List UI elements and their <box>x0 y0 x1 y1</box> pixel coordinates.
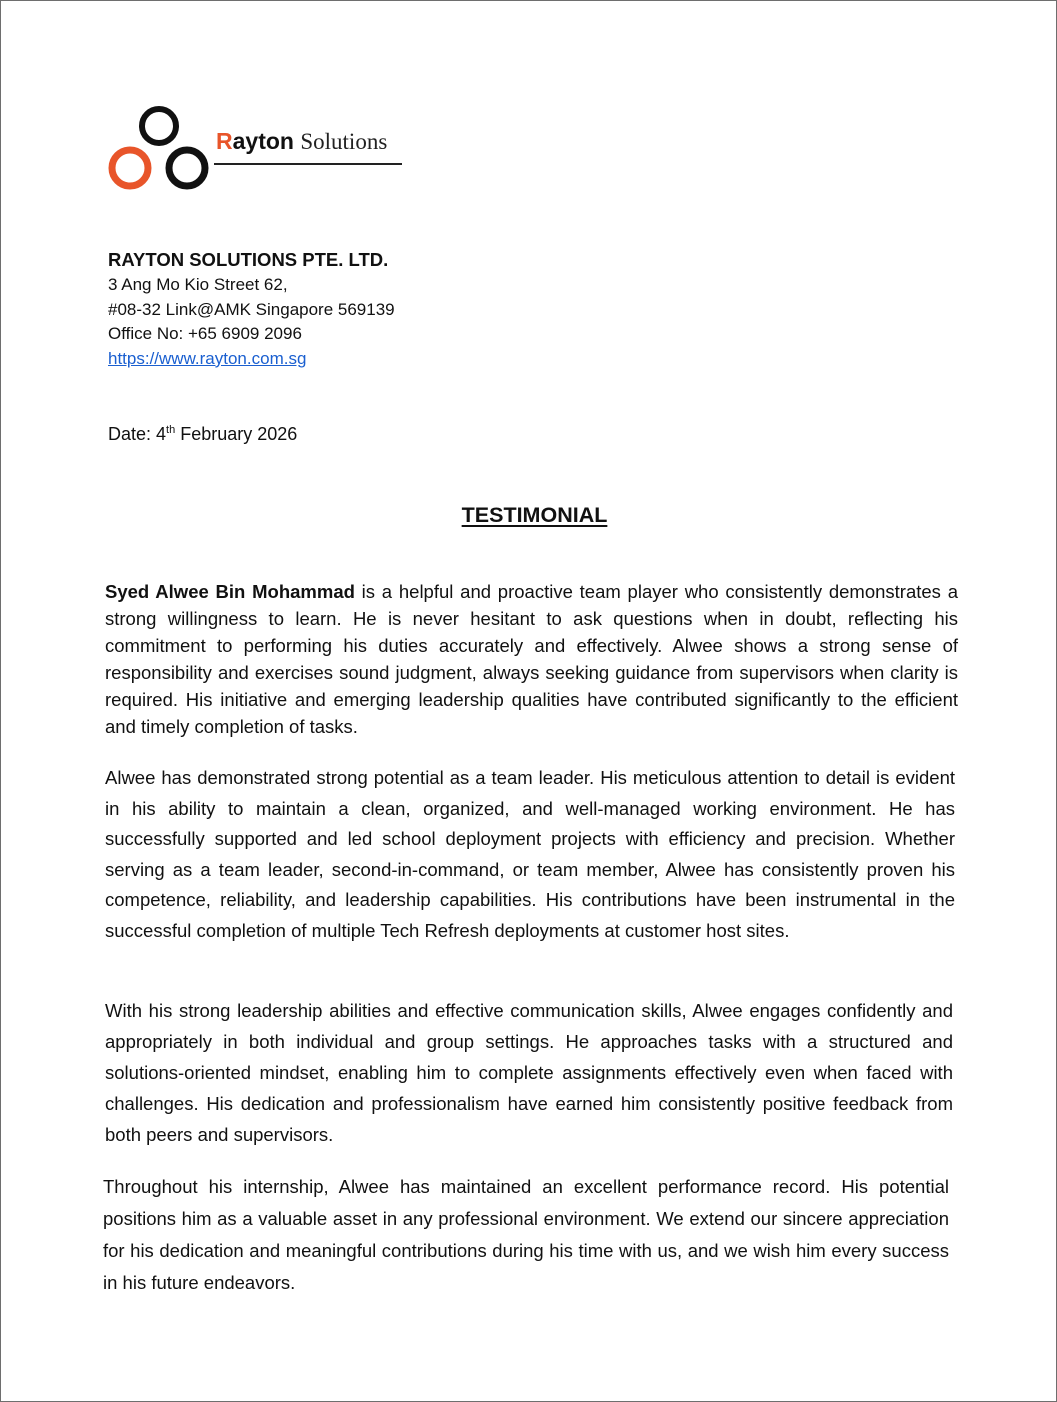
date-ordinal: th <box>166 424 176 436</box>
paragraph-1 <box>105 578 958 740</box>
brand-wordmark <box>216 130 387 153</box>
document-title: TESTIMONIAL <box>461 503 608 527</box>
company-info <box>108 248 395 371</box>
address-line-1: 3 Ang Mo Kio Street 62, <box>108 275 288 294</box>
logo-underline <box>214 163 402 165</box>
date-prefix: Date: 4 <box>108 424 167 444</box>
date-rest: February 2026 <box>175 424 298 444</box>
paragraph-2: Alwee has demonstrated strong potential as a team leader. His meticulous attention to detail is evident in his ability to maintain a clean, organized, and well-managed working environment. He has successfully supported and led school deployment projects with efficiency and precision. Whether serving as a team leader, second-in-command, or team member, Alwee has consistently proven his competence, reliability, and leadership capabilities. His contributions have been instrumental in the successful completion of multiple Tech Refresh deployments at customer host sites. <box>105 767 955 941</box>
brand-rest: ayton <box>232 128 294 154</box>
paragraph-3: With his strong leadership abilities and effective communication skills, Alwee engages confidently and appropriately in both individual and group settings. He approaches tasks with a structured and solutions-oriented mindset, enabling him to complete assignments effectively even when faced with challenges. His dedication and professionalism have earned him consistently positive feedback from both peers and supervisors. <box>105 1000 953 1145</box>
brand-suffix: Solutions <box>300 129 388 154</box>
brand-first-letter: R <box>216 128 233 154</box>
brand-name <box>216 128 294 154</box>
company-logo <box>106 101 406 196</box>
address-line-2: #08-32 Link@AMK Singapore 569139 <box>108 299 395 319</box>
rings-logo-icon <box>106 101 216 196</box>
subject-name: Syed Alwee Bin Mohammad <box>105 581 355 602</box>
paragraph-4: Throughout his internship, Alwee has maintained an excellent performance record. His potential positions him as a valuable asset in any professional environment. We extend our sincere appreciation for his dedication and meaningful contributions during his time with us, and we wish him every success in his future endeavors. <box>103 1176 949 1293</box>
website-link[interactable]: https://www.rayton.com.sg <box>108 348 307 368</box>
company-name: RAYTON SOLUTIONS PTE. LTD. <box>108 249 389 270</box>
paragraph-1-text: is a helpful and proactive team player who consistently demonstrates a strong willingness to learn. He is never hesitant to ask questions when in doubt, reflecting his commitment to performing his duties accurately and effectively. Alwee shows a strong sense of responsibility and exercises sound judgment, always seeking guidance from supervisors when clarity is required. His initiative and emerging leadership qualities have contributed significantly to the efficient and timely completion of tasks. <box>105 581 958 737</box>
office-number: Office No: +65 6909 2096 <box>108 324 302 343</box>
letter-date <box>108 424 297 445</box>
